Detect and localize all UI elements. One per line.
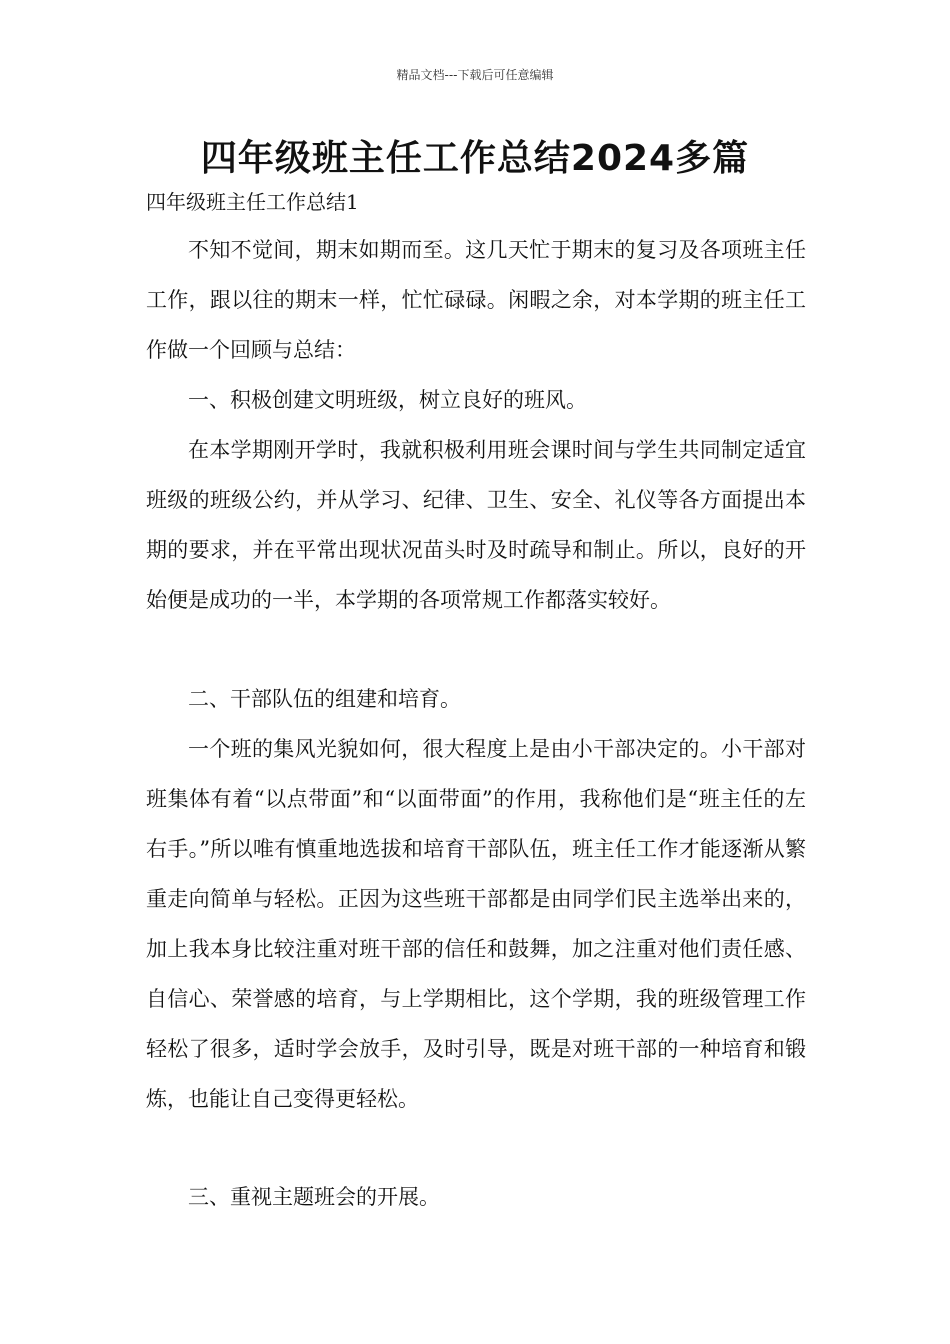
paragraph-section-2: 一个班的集风光貌如何，很大程度上是由小干部决定的。小干部对班集体有着“以点带面”和“以面带面”的作用，我称他们是“班主任的左右手。”所以唯有慎重地选拔和培育干部队伍，班主任工作才能逐渐从繁重走向简单与轻松。正因为这些班干部都是由同学们民主选举出来的，加上我本身比较注重对班干部的信任和鼓舞，加之注重对他们责任感、自信心、荣誉感的培育，与上学期相比，这个学期，我的班级管理工作轻松了很多，适时学会放手，及时引导，既是对班干部的一种培育和锻炼，也能让自己变得更轻松。 <box>146 737 806 1111</box>
section-heading-2: 二、干部队伍的组建和培育。 <box>188 687 461 711</box>
section-subtitle: 四年级班主任工作总结1 <box>146 190 359 214</box>
section-heading-3: 三、重视主题班会的开展。 <box>188 1185 440 1209</box>
paragraph-section-1: 在本学期刚开学时，我就积极利用班会课时间与学生共同制定适宜班级的班级公约，并从学习、纪律、卫生、安全、礼仪等各方面提出本期的要求，并在平常出现状况苗头时及时疏导和制止。所以，良好的开始便是成功的一半，本学期的各项常规工作都落实较好。 <box>146 438 806 612</box>
page-header: 精品文档---下载后可任意编辑 <box>396 68 554 82</box>
document-title: 四年级班主任工作总结2024多篇 <box>200 138 750 179</box>
paragraph-intro: 不知不觉间，期末如期而至。这几天忙于期末的复习及各项班主任工作，跟以往的期末一样，忙忙碌碌。闲暇之余，对本学期的班主任工作做一个回顾与总结： <box>146 238 806 362</box>
section-heading-1: 一、积极创建文明班级，树立良好的班风。 <box>188 388 587 412</box>
